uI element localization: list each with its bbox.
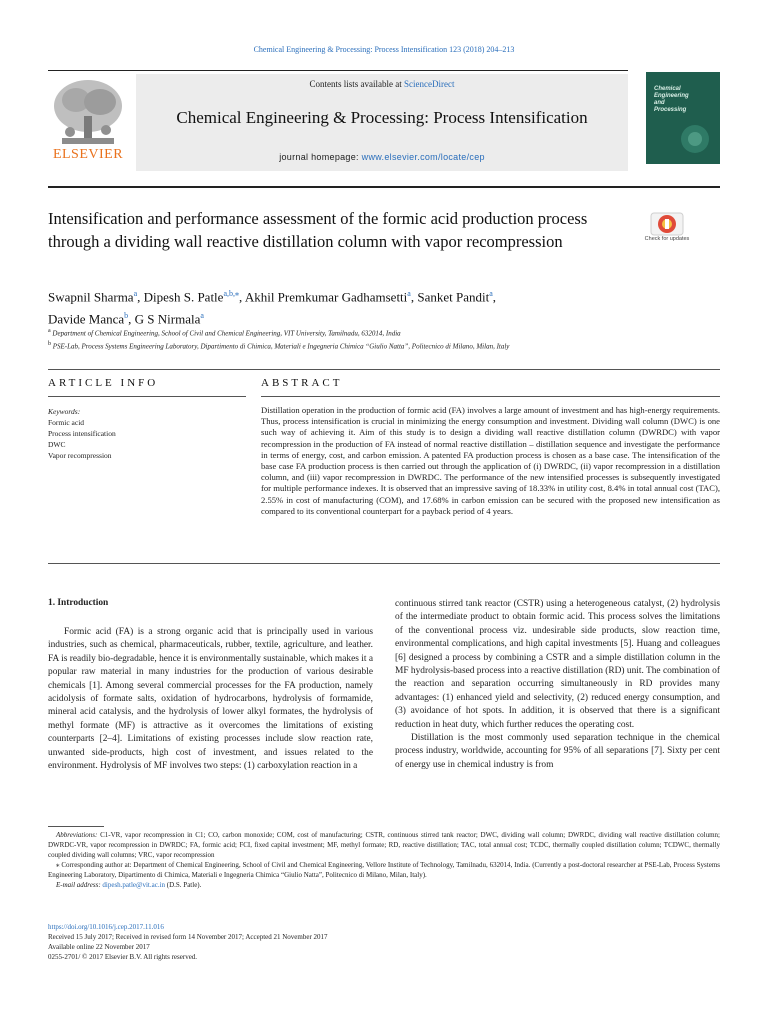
cover-line: Processing	[654, 107, 687, 113]
author-sup[interactable]: a	[407, 289, 411, 298]
abbreviations-label: Abbreviations:	[56, 831, 98, 839]
author-list: Swapnil Sharma$^a$, Dipesh S. Patle$^{a,b,⁎}$, Akhil Premkumar Gadhamsetti$^a$, Sanket Pandit$^a$, Davide Manca$^b$, G S Nirmala$^a$	[48, 289, 497, 327]
section-rule-bottom	[48, 563, 720, 564]
contents-prefix: Contents lists available at	[309, 79, 404, 89]
header-bottom-rule	[48, 186, 720, 188]
keywords-block	[48, 406, 248, 461]
author-name[interactable]: Akhil Premkumar Gadhamsetti	[244, 289, 408, 305]
author-sup[interactable]: b	[124, 311, 129, 321]
affiliations	[48, 326, 728, 353]
author-name[interactable]: G S Nirmala	[134, 311, 201, 327]
publication-info	[48, 922, 548, 962]
abstract-text: Distillation operation in the production of formic acid (FA) involves a large amount of investment and has high-energy requirements. Thus, process intensification is crucial in minimizing the energy consumption and investment. Dividing wall column (DWC) is one such way of achieving it. Aim of this study is to design a dividing wall reactive distillation column (DWRDC) with vapor recompression in the production of FA instead of normal reactive distillation – distillation sequence and investigate the performance in terms of energy, cost, and carbon emission. A patented FA production process is chosen as a base case. The intensification of the base case FA production process is then carried out through the application of (i) DWRDC, (ii) vapor recompression in a distillation column, and (iii) vapor recompression in DWRDC. The performance of the new intensified processes is subsequently investigated for multiple performance indexes. It is observed that an impressive saving of 18.33% in utility cost, 8.4% in total annual cost (TAC), 2.55% in cost of manufacturing (COM), and 17.68% in carbon emission can be secured with the proposed new intensification as compared to its conventional counterpart for a payback period of 4 years.	[261, 405, 720, 516]
author-sup[interactable]: a	[133, 289, 138, 298]
cover-title	[654, 86, 689, 114]
keyword: Vapor recompression	[48, 451, 112, 460]
email-suffix: (D.S. Patle).	[165, 881, 202, 889]
column-left	[48, 626, 373, 773]
affiliation-sup: b	[48, 341, 51, 348]
affiliation	[48, 326, 728, 339]
cover-line: Chemical	[654, 86, 681, 92]
available-online: Available online 22 November 2017	[48, 943, 150, 951]
keyword: Formic acid	[48, 418, 85, 427]
journal-title: Chemical Engineering & Processing: Process Intensification	[176, 108, 588, 127]
check-for-updates-icon[interactable]	[648, 212, 686, 254]
copyright: 0255-2701/ © 2017 Elsevier B.V. All rights reserved.	[48, 953, 198, 961]
keyword: DWC	[48, 440, 66, 449]
author-name[interactable]: Swapnil Sharma	[48, 289, 134, 305]
author-sup[interactable]: a	[489, 289, 493, 298]
keywords-label: Keywords:	[48, 407, 81, 416]
cover-graphic	[676, 120, 714, 158]
corresponding-note: ⁎ Corresponding author at: Department of Chemical Engineering, School of Civil and Chemical Engineering, Vellore Institute of Technology, Tamilnadu, 632014, India. (Currently a post-doctoral researcher at PSE-Lab, Process Systems Engineering Laboratory, Dipartimento di Chimica, Materiali e Ingegneria Chimica “Giulio Natta”, Politecnico di Milano, Milan, Italy).	[48, 861, 720, 879]
journal-homepage	[136, 152, 628, 162]
received-dates: Received 15 July 2017; Received in revised form 14 November 2017; Accepted 21 November 2017	[48, 933, 328, 941]
author-sup[interactable]: a	[200, 311, 204, 321]
cover-line: and	[654, 100, 665, 106]
cover-line: Engineering	[654, 93, 689, 99]
homepage-prefix: journal homepage:	[279, 152, 362, 162]
affiliation	[48, 339, 728, 352]
abbreviations-note	[48, 830, 720, 860]
article-info-rule	[48, 396, 246, 397]
sciencedirect-link[interactable]: ScienceDirect	[404, 79, 455, 89]
article-title: Intensification and performance assessment of the formic acid production process through a dividing wall reactive distillation column with vapor recompression	[48, 209, 588, 251]
author-name[interactable]: Sanket Pandit	[417, 289, 490, 305]
affiliation-text: PSE-Lab, Process Systems Engineering Laboratory, Dipartimento di Chimica, Materiali e Ingegneria Chimica “Giulio Natta”, Politecnico di Milano, Milan, Italy	[52, 342, 510, 351]
abbreviations-text: C1-VR, vapor recompression in C1; CO, carbon monoxide; COM, cost of manufacturing; CSTR, continuous stirred tank reactor; DWC, dividing wall column; DWRDC, dividing wall reactive distillation column; DWRDC-VR, vapor recompression in DWRDC; FA, formic acid; FCI, fixed capital investment; MF, methyl formate; RD, reactive distillation; TAC, total annual cost; TCDC, thermally coupled distillation column; TCDWC, thermally coupled dividing wall columns; VRC, vapor recompression	[48, 831, 720, 859]
author-sup[interactable]: a,b,⁎	[223, 289, 240, 298]
section-rule-top	[48, 369, 720, 370]
email-note	[48, 880, 720, 890]
column-right	[395, 598, 720, 772]
paragraph: continuous stirred tank reactor (CSTR) using a heterogeneous catalyst, (2) hydrolysis of the intermediate product to obtain formic acid. This process solves the limitations of the conventional process viz. undesirable side products, slow reaction time, environmental complications, and high capital investments [5]. Huang and colleagues [6] designed a process by combining a CSTR and a simple distillation column in the MF hydrolysis-based process into a reactive distillation (RD) unit. The combination of the reaction and separation occurring simultaneously in RD provides many advantages: (1) enhanced yield and selectivity, (2) reduced energy consumption, and (3) avoidance of hot spots. In addition, it is observed that there is a significant reduction in heat duty, which further reduces the operating cost.	[395, 599, 720, 730]
abstract-rule	[261, 396, 720, 397]
journal-cover	[646, 72, 720, 164]
footnotes	[48, 830, 720, 890]
header-top-rule	[48, 70, 628, 71]
check-for-updates-label: Check for updates	[644, 236, 690, 242]
keyword: Process intensification	[48, 429, 116, 438]
affiliation-text: Department of Chemical Engineering, School of Civil and Chemical Engineering, VIT University, Tamilnadu, 632014, India	[52, 329, 401, 338]
doi-link[interactable]: https://doi.org/10.1016/j.cep.2017.11.016	[48, 923, 164, 931]
abstract-heading: ABSTRACT	[261, 377, 343, 389]
email-label: E-mail address:	[56, 881, 103, 889]
email-link[interactable]: dipesh.patle@vit.ac.in	[102, 881, 166, 889]
introduction-heading: 1. Introduction	[48, 598, 109, 608]
paragraph: Distillation is the most commonly used separation technique in the chemical process industry, worldwide, accounting for 95% of all separations [7]. Sixty per cent of energy use in chemical industry is from	[395, 733, 720, 770]
publisher-name: ELSEVIER	[52, 147, 124, 162]
article-info-heading: ARTICLE INFO	[48, 377, 159, 389]
affiliation-sup: a	[48, 328, 51, 334]
running-header[interactable]: Chemical Engineering & Processing: Process Intensification 123 (2018) 204–213	[253, 45, 515, 54]
author-name[interactable]: Davide Manca	[48, 311, 125, 327]
footnote-rule	[48, 826, 104, 827]
homepage-link[interactable]: www.elsevier.com/locate/cep	[361, 152, 485, 162]
paragraph: Formic acid (FA) is a strong organic acid that is principally used in various industries, such as chemical, pharmaceuticals, rubber, textile, agriculture, and leather. FA is readily bio-degradable, hence it is environmentally sustainable, which makes it a popular raw material in many industries for the production of various desirable chemicals [1]. Among several commercial processes for the FA production, namely acidolysis of formate salts, oxidation of hydrocarbons, hydrolysis of formamide, mineral acid catalysis, and the hydrolysis of lower alkyl formates, the hydrolysis of methyl formate (MF) is attractive as it overcomes the limitations of existing counterparts [2–4]. Limitations of existing processes include slow reaction rate, unwanted side-products, high cost of investment, and issues related to the environment. Hydrolysis of MF involves two steps: (1) carboxylation reaction in a	[48, 627, 373, 772]
author-name[interactable]: Dipesh S. Patle	[143, 289, 224, 305]
contents-line	[136, 79, 628, 89]
